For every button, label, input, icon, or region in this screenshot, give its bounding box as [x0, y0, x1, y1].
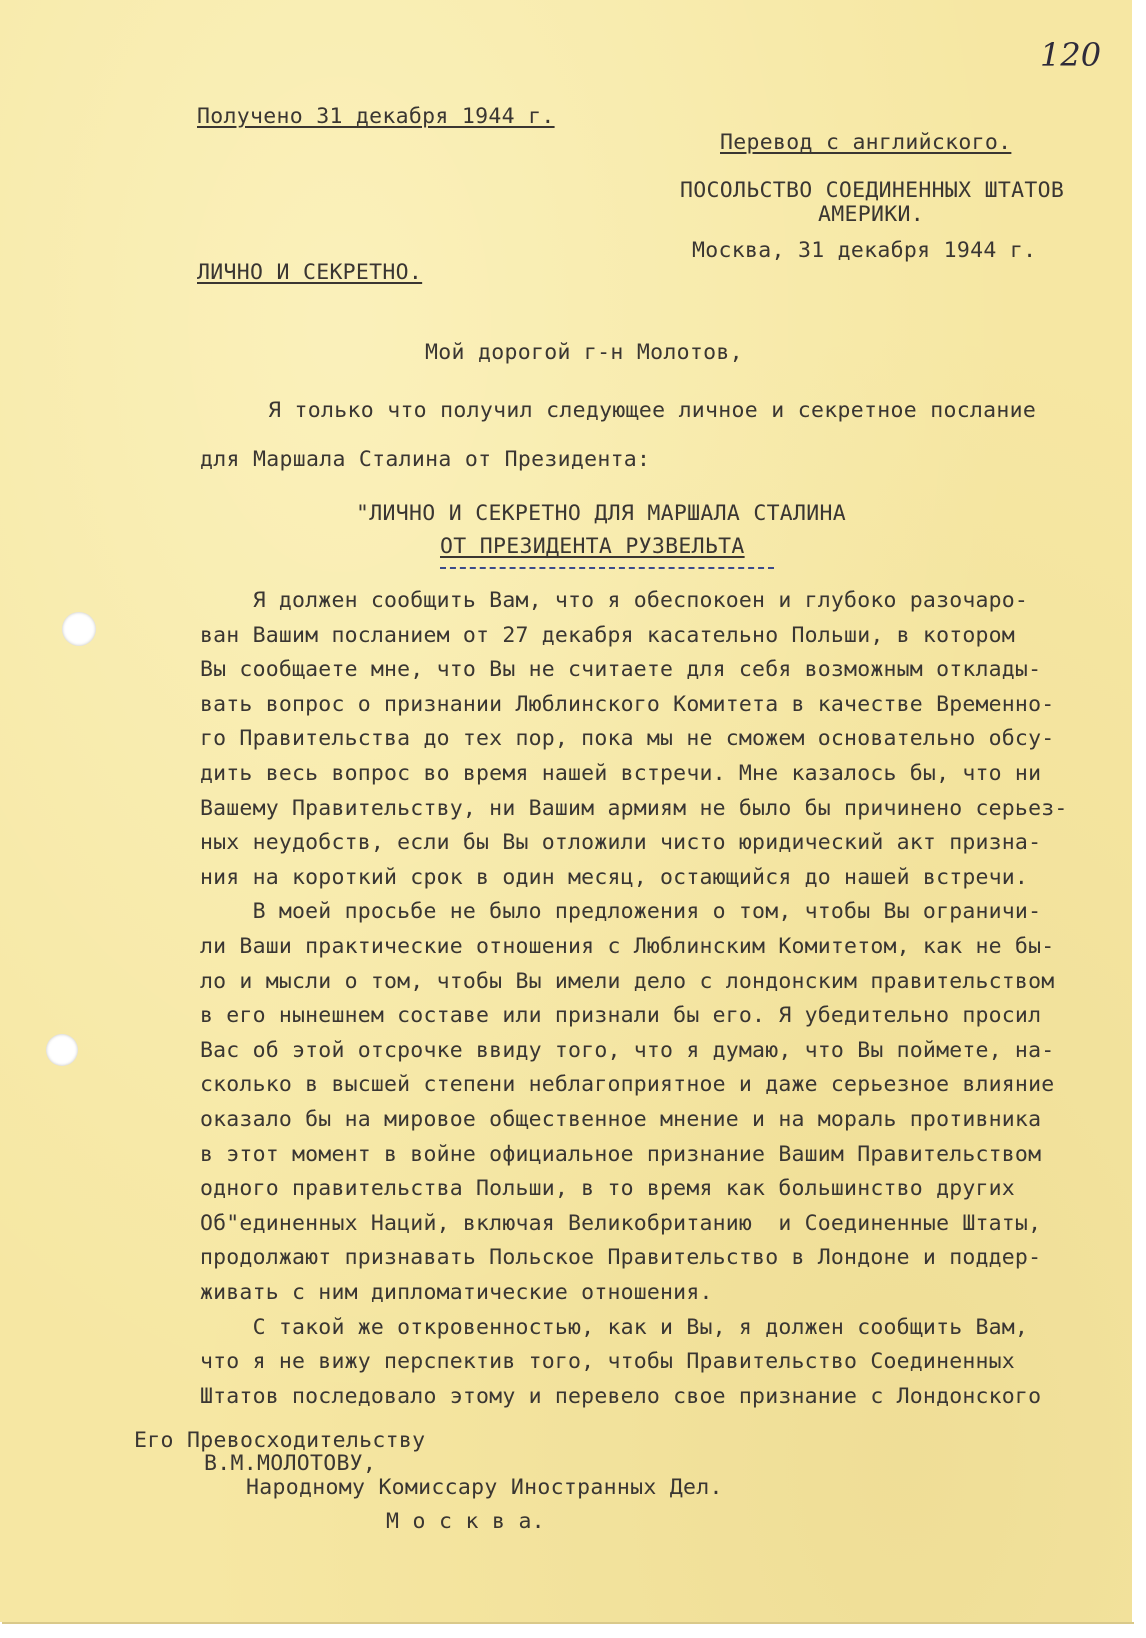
- embassy-name-line2: АМЕРИКИ.: [818, 202, 924, 227]
- body-line: в этот момент в войне официальное признание Вашим Правительством: [200, 1141, 1042, 1167]
- message-title-line2: ОТ ПРЕЗИДЕНТА РУЗВЕЛЬТА: [440, 534, 745, 559]
- body-line: В моей просьбе не было предложения о том, чтобы Вы ограничи-: [200, 899, 1042, 925]
- body-line: Об"единенных Наций, включая Великобританию и Соединенные Штаты,: [200, 1210, 1042, 1236]
- page-number: 120: [1040, 36, 1102, 74]
- body-line: С такой же откровенностью, как и Вы, я должен сообщить Вам,: [200, 1314, 1029, 1340]
- body-line: сколько в высшей степени неблагоприятное и даже серьезное влияние: [200, 1072, 1055, 1098]
- body-line: Я должен сообщить Вам, что я обеспокоен и глубоко разочаро-: [200, 588, 1029, 613]
- body-line: ли Ваши практические отношения с Люблинским Комитетом, как не бы-: [200, 934, 1055, 959]
- body-line: ван Вашим посланием от 27 декабря касательно Польши, в котором: [200, 622, 1015, 648]
- body-line: дить весь вопрос во время нашей встречи. Мне казалось бы, что ни: [200, 761, 1042, 786]
- body-line: Вашему Правительству, ни Вашим армиям не было бы причинено серьез-: [200, 795, 1068, 821]
- intro-line-1: Я только что получил следующее личное и секретное послание: [268, 398, 1037, 423]
- body-line: ния на короткий срок в один месяц, остающийся до нашей встречи.: [200, 864, 1029, 890]
- body-line: го Правительства до тех пор, пока мы не сможем основательно обсу-: [200, 726, 1055, 752]
- embassy-name-line1: ПОСОЛЬСТВО СОЕДИНЕННЫХ ШТАТОВ: [680, 178, 1065, 203]
- body-line: живать с ним дипломатические отношения.: [200, 1280, 713, 1305]
- punch-hole: [46, 1034, 78, 1066]
- body-line: вать вопрос о признании Люблинского Комитета в качестве Временно-: [200, 691, 1055, 717]
- punch-hole: [62, 612, 96, 646]
- address-line-4: М о с к в а.: [386, 1509, 545, 1534]
- body-line: оказало бы на мировое общественное мнение и на мораль противника: [200, 1107, 1042, 1132]
- classification-mark: ЛИЧНО И СЕКРЕТНО.: [197, 260, 423, 285]
- address-line-3: Народному Комиссару Иностранных Дел.: [246, 1475, 723, 1500]
- address-line-1: Его Превосходительству: [134, 1428, 426, 1453]
- message-title-line1: "ЛИЧНО И СЕКРЕТНО ДЛЯ МАРШАЛА СТАЛИНА: [356, 501, 847, 526]
- body-line: продолжают признавать Польское Правительство в Лондоне и поддер-: [200, 1245, 1042, 1271]
- received-stamp: Получено 31 декабря 1944 г.: [197, 104, 555, 129]
- pencil-underline-mark: [440, 567, 774, 569]
- salutation: Мой дорогой г-н Молотов,: [425, 340, 743, 365]
- body-line: одного правительства Польши, в то время как большинство других: [200, 1176, 1015, 1202]
- intro-line-2: для Маршала Сталина от Президента:: [200, 447, 651, 472]
- place-date: Москва, 31 декабря 1944 г.: [692, 238, 1037, 263]
- body-line: Вас об этой отсрочке ввиду того, что я думаю, что Вы поймете, на-: [200, 1037, 1055, 1063]
- body-line: Штатов последовало этому и перевело свое признание с Лондонского: [200, 1383, 1042, 1409]
- body-line: ло и мысли о том, чтобы Вы имели дело с лондонским правительством: [200, 968, 1055, 994]
- body-line: ных неудобств, если бы Вы отложили чисто юридический акт призна-: [200, 830, 1042, 856]
- page-margin: [1132, 0, 1146, 1622]
- body-line: в его нынешнем составе или признали бы его. Я убедительно просил: [200, 1003, 1042, 1029]
- address-line-2: В.М.МОЛОТОВУ,: [204, 1451, 377, 1476]
- translation-note: Перевод с английского.: [720, 130, 1012, 155]
- body-line: Вы сообщаете мне, что Вы не считаете для себя возможным отклады-: [200, 657, 1042, 683]
- body-line: что я не вижу перспектив того, чтобы Правительство Соединенных: [200, 1349, 1015, 1375]
